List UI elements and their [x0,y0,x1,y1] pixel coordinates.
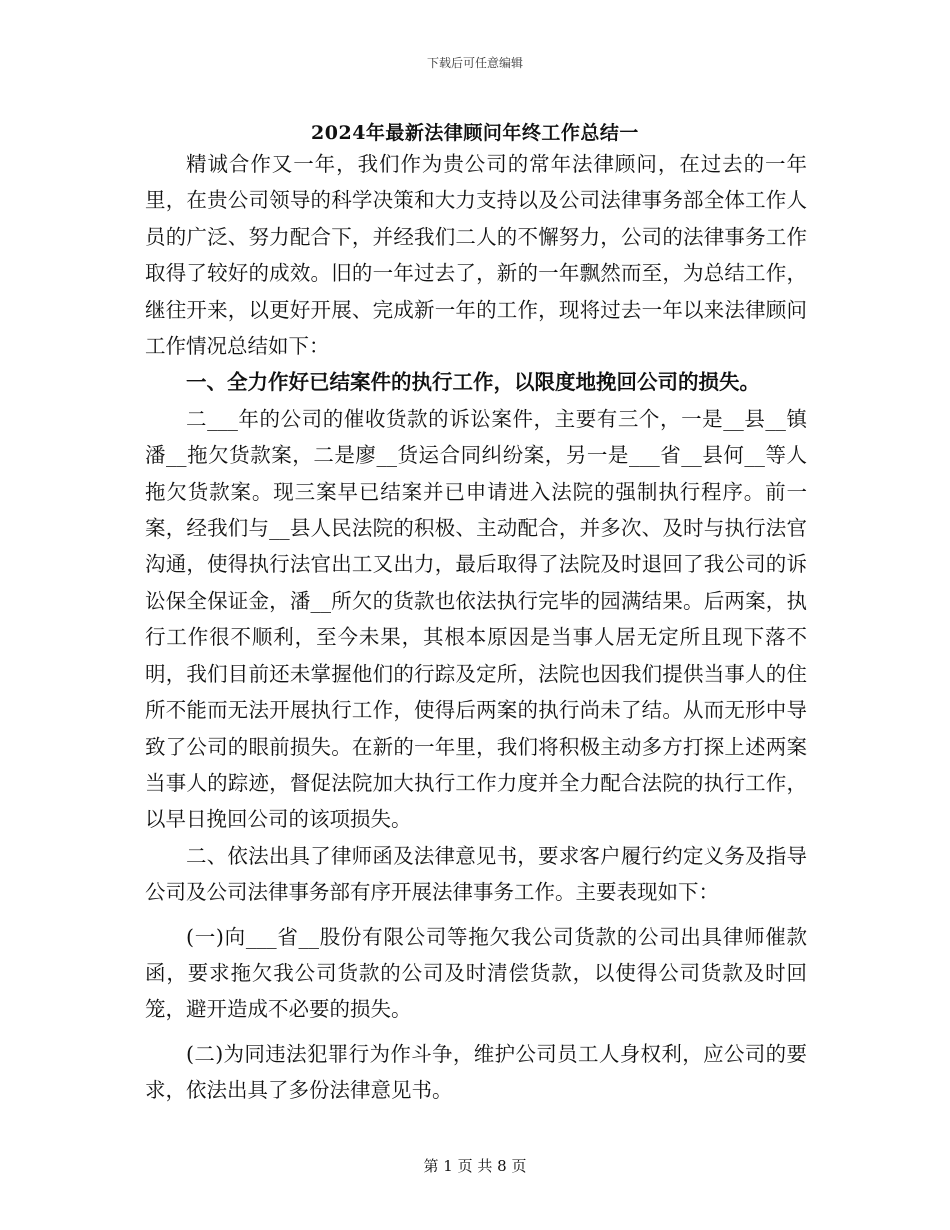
page-header: 下载后可任意编辑 [426,56,523,70]
list-item-2: (二)为同违法犯罪行为作斗争，维护公司员工人身权利，应公司的要求，依法出具了多份法律意见书。 [145,1041,807,1103]
section-heading-1: 一、全力作好已结案件的执行工作，以限度地挽回公司的损失。 [186,370,760,395]
intro-paragraph: 精诚合作又一年，我们作为贵公司的常年法律顾问，在过去的一年里，在贵公司领导的科学决策和大力支持以及公司法律事务部全体工作人员的广泛、努力配合下，并经我们二人的不懈努力，公司的法律事务工作取得了较好的成效。旧的一年过去了，新的一年飘然而至，为总结工作，继往开来，以更好开展、完成新一年的工作，现将过去一年以来法律顾问工作情况总结如下： [145,152,807,359]
page-footer: 第 1 页 共 8 页 [423,1157,527,1175]
section-heading-2: 二、依法出具了律师函及法律意见书，要求客户履行约定义务及指导公司及公司法律事务部有序开展法律事务工作。主要表现如下： [145,843,807,905]
list-item-1: (一)向___省__股份有限公司等拖欠我公司货款的公司出具律师催款函，要求拖欠我公司货款的公司及时清偿货款，以使得公司货款及时回笼，避开造成不必要的损失。 [145,924,807,1022]
document-title: 2024年最新法律顾问年终工作总结一 [311,122,639,144]
body-paragraph: 二___年的公司的催收货款的诉讼案件，主要有三个，一是__县__镇潘__拖欠货款案，二是廖__货运合同纠纷案，另一是___省__县何__等人拖欠货款案。现三案早已结案并已申请进入法院的强制执行程序。前一案，经我们与__县人民法院的积极、主动配合，并多次、及时与执行法官沟通，使得执行法官出工又出力，最后取得了法院及时退回了我公司的诉讼保全保证金，潘__所欠的货款也依法执行完毕的园满结果。后两案，执行工作很不顺利，至今未果，其根本原因是当事人居无定所且现下落不明，我们目前还未掌握他们的行踪及定所，法院也因我们提供当事人的住所不能而无法开展执行工作，使得后两案的执行尚未了结。从而无形中导致了公司的眼前损失。在新的一年里，我们将积极主动多方打探上述两案当事人的踪迹，督促法院加大执行工作力度并全力配合法院的执行工作，以早日挽回公司的该项损失。 [145,406,807,832]
document-body [145,146,807,1109]
